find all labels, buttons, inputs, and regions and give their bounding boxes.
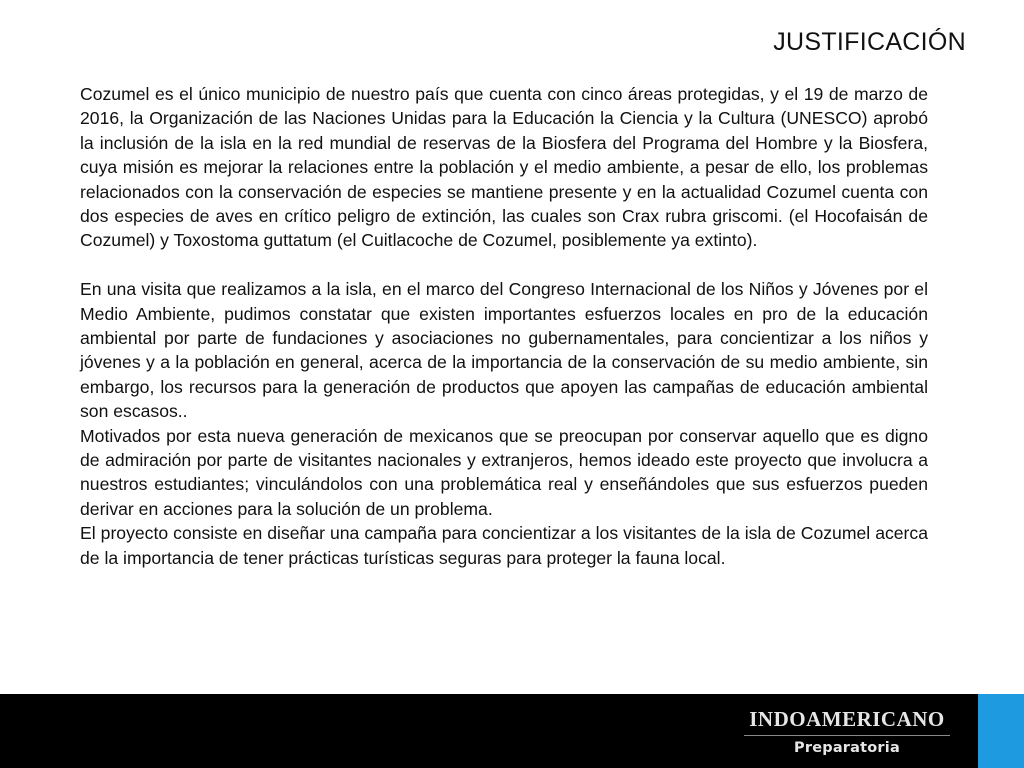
- paragraph-2: En una visita que realizamos a la isla, en el marco del Congreso Internacional de los Niños y Jóvenes por el Medio Ambiente, pudimos constatar que existen importantes esfuerzos locales en pro de la educación ambiental por parte de fundaciones y asociaciones no gubernamentales, para concientizar a los niños y jóvenes y a la población en general, acerca de la importancia de la conservación de su medio ambiente, sin embargo, los recursos para la generación de productos que apoyen las campañas de educación ambiental son escasos..: [80, 279, 928, 422]
- paragraph-1: Cozumel es el único municipio de nuestro país que cuenta con cinco áreas protegidas, y el 19 de marzo de 2016, la Organización de las Naciones Unidas para la Educación la Ciencia y la Cultura (UNESCO) aprobó la inclusión de la isla en la red mundial de reservas de la Biosfera del Programa del Hombre y la Biosfera, cuya misión es mejorar la relaciones entre la población y el medio ambiente, a pesar de ello, los problemas relacionados con la conservación de especies se mantiene presente y en la actualidad Cozumel cuenta con dos especies de aves en crítico peligro de extinción, las cuales son Crax rubra griscomi. (el Hocofaisán de Cozumel) y Toxostoma guttatum (el Cuitlacoche de Cozumel, posiblemente ya extinto).: [80, 84, 928, 251]
- paragraph-4: El proyecto consiste en diseñar una campaña para concientizar a los visitantes de la isla de Cozumel acerca de la importancia de tener prácticas turísticas seguras para proteger la fauna local.: [80, 523, 928, 568]
- paragraph-3: Motivados por esta nueva generación de mexicanos que se preocupan por conservar aquello que es digno de admiración por parte de visitantes nacionales y extranjeros, hemos ideado este proyecto que involucra a nuestros estudiantes; vinculándolos con una problemática real y enseñándoles que sus esfuerzos pueden derivar en acciones para la solución de un problema.: [80, 425, 928, 519]
- logo-wordmark: INDOAMERICANO: [749, 707, 945, 731]
- footer-accent-block: [978, 694, 1024, 768]
- logo-divider: [744, 735, 950, 736]
- slide-title: JUSTIFICACIÓN: [773, 28, 966, 56]
- indoamericano-logo: [738, 704, 956, 760]
- logo-subtitle: Preparatoria: [794, 740, 900, 756]
- slide-body: [80, 82, 928, 570]
- footer-bar: [0, 694, 1024, 768]
